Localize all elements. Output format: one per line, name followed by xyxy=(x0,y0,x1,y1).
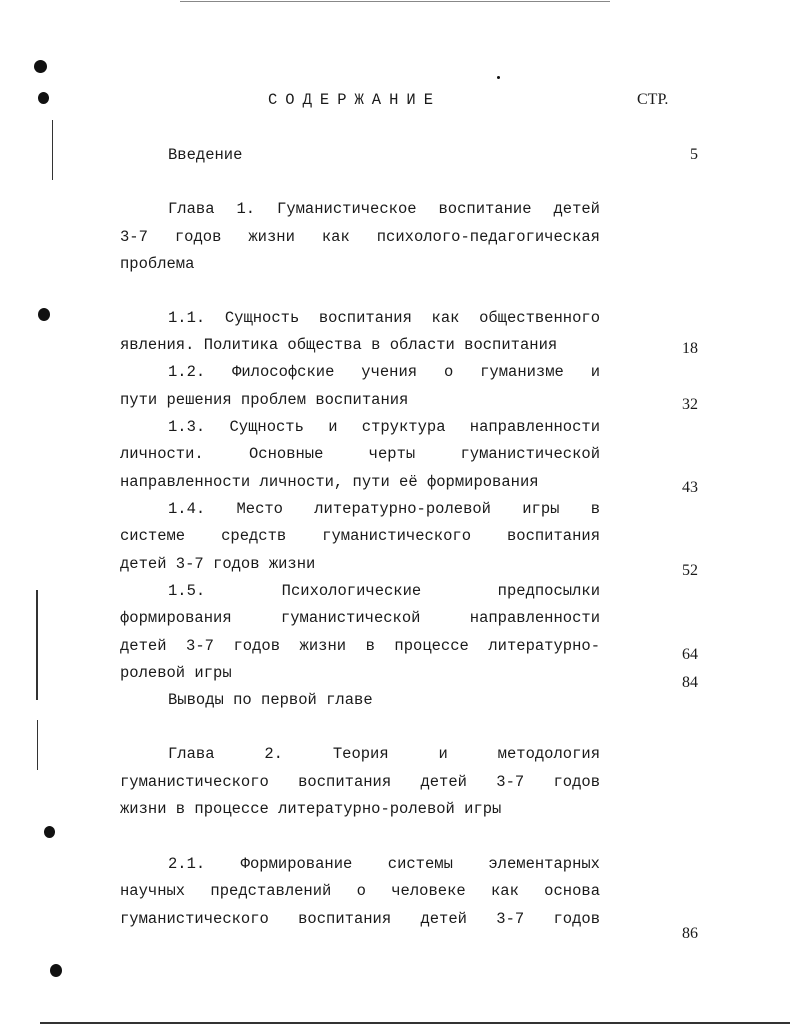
chapter-heading-line: гуманистического воспитания детей 3-7 годов xyxy=(120,773,600,791)
toc-entry-line: ролевой игры xyxy=(120,664,232,682)
page-column-label: СТР. xyxy=(637,91,669,108)
toc-entry-line: детей 3-7 годов жизни в процессе литературно- xyxy=(120,637,600,655)
toc-entry-line: научных представлений о человеке как основа xyxy=(120,882,600,900)
toc-entry-line: направленности личности, пути её формирования xyxy=(120,473,539,491)
toc-entry-line: 1.1. Сущность воспитания как общественного xyxy=(168,309,600,327)
toc-intro: Введение xyxy=(168,146,243,164)
toc-entry-line: 1.4. Место литературно-ролевой игры в xyxy=(168,500,600,518)
toc-page-number: 86 xyxy=(682,925,698,942)
chapter-heading-line: проблема xyxy=(120,255,195,273)
chapter-heading-line: жизни в процессе литературно-ролевой игры xyxy=(120,800,502,818)
toc-entry-line: формирования гуманистической направленности xyxy=(120,609,600,627)
chapter-heading-line: Глава 2. Теория и методология xyxy=(168,745,600,763)
toc-entry-line: явления. Политика общества в области воспитания xyxy=(120,336,558,354)
chapter-heading-line: 3-7 годов жизни как психолого-педагогическая xyxy=(120,228,600,246)
page-title: СОДЕРЖАНИЕ xyxy=(268,91,442,109)
scan-mark xyxy=(34,60,47,73)
toc-page-number: 32 xyxy=(682,396,698,413)
toc-entry-line: 1.2. Философские учения о гуманизме и xyxy=(168,363,600,381)
toc-entry-line: пути решения проблем воспитания xyxy=(120,391,409,409)
toc-page-number: 18 xyxy=(682,340,698,357)
toc-entry-line: личности. Основные черты гуманистической xyxy=(120,445,600,463)
scan-bottom-line xyxy=(40,1022,790,1024)
toc-entry-line: 1.5. Психологические предпосылки xyxy=(168,582,600,600)
toc-page-number: 5 xyxy=(690,146,698,163)
toc-entry-line: системе средств гуманистического воспитания xyxy=(120,527,600,545)
toc-page-number: 43 xyxy=(682,479,698,496)
scan-mark xyxy=(50,964,62,977)
scan-margin-line xyxy=(36,590,38,700)
scan-margin-line xyxy=(52,120,53,180)
scan-mark xyxy=(44,826,55,838)
scan-mark xyxy=(38,308,50,321)
scan-margin-line xyxy=(37,720,38,770)
toc-page-number: 84 xyxy=(682,674,698,691)
toc-entry-line: 1.3. Сущность и структура направленности xyxy=(168,418,600,436)
toc-entry-line: детей 3-7 годов жизни xyxy=(120,555,316,573)
chapter-heading-line: Глава 1. Гуманистическое воспитание детей xyxy=(168,200,600,218)
scan-mark xyxy=(497,76,500,79)
toc-page-number: 64 xyxy=(682,646,698,663)
toc-page-number: 52 xyxy=(682,562,698,579)
toc-entry-line: 2.1. Формирование системы элементарных xyxy=(168,855,600,873)
toc-conclusions: Выводы по первой главе xyxy=(168,691,373,709)
toc-entry-line: гуманистического воспитания детей 3-7 годов xyxy=(120,910,600,928)
scan-top-line xyxy=(180,1,610,2)
scan-mark xyxy=(38,92,49,104)
